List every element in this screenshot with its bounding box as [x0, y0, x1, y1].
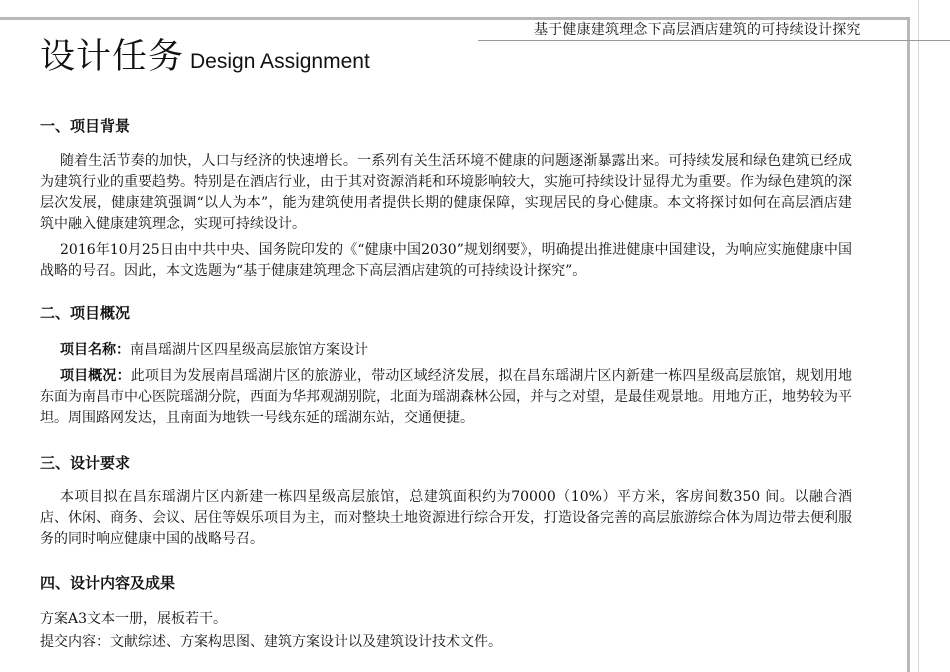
- page-frame-edge: [918, 0, 919, 672]
- project-overview-value: 此项目为发展南昌瑶湖片区的旅游业，带动区域经济发展，拟在昌东瑶湖片区内新建一栋四星级高层旅馆，规划用地东面为南昌市中心医院瑶湖分院，西面为华邦观湖别院，北面为瑶湖森林公园，并与之对望，是最佳观景地。用地方正，地势较为平坦。周围路网发达，且南面为地铁一号线东延的瑶湖东站，交通便捷。: [40, 368, 853, 426]
- project-overview-paragraph: [40, 366, 852, 429]
- deliverables-line-2: 提交内容：文献综述、方案构思图、建筑方案设计以及建筑设计技术文件。: [40, 634, 502, 650]
- deliverables-line-1: 方案A3文本一册，展板若干。: [40, 611, 228, 627]
- background-paragraph-2: 2016年10月25日由中共中央、国务院印发的《“健康中国2030”规划纲要》，明确提出推进健康中国建设，为响应实施健康中国战略的号召。因此，本文选题为“基于健康建筑理念下高层酒店建筑的可持续设计探究”。: [40, 242, 852, 279]
- project-name-label: 项目名称：: [60, 342, 130, 358]
- project-name-value: 南昌瑶湖片区四星级高层旅馆方案设计: [130, 342, 368, 358]
- section-heading-requirements: 三、设计要求: [40, 454, 131, 472]
- section-heading-overview: 二、项目概况: [40, 304, 131, 322]
- page-title-en: Design Assignment: [190, 50, 370, 73]
- section-heading-deliverables: 四、设计内容及成果: [40, 574, 176, 592]
- header-rule: [478, 40, 950, 41]
- requirements-paragraph: 本项目拟在昌东瑶湖片区内新建一栋四星级高层旅馆，总建筑面积约为70000（10%）平方米，客房间数350 间。以融合酒店、休闲、商务、会议、居住等娱乐项目为主，而对整块土地资源进行综合开发，打造设备完善的高层旅游综合体为周边带去便利服务的同时响应健康中国的战略号召。: [40, 489, 852, 547]
- section-heading-background: 一、项目背景: [40, 117, 131, 135]
- running-header-title: 基于健康建筑理念下高层酒店建筑的可持续设计探究: [534, 22, 861, 38]
- background-paragraph-1: 随着生活节奏的加快，人口与经济的快速增长。一系列有关生活环境不健康的问题逐渐暴露出来。可持续发展和绿色建筑已经成为建筑行业的重要趋势。特别是在酒店行业，由于其对资源消耗和环境影响较大，实施可持续设计显得尤为重要。作为绿色建筑的深层次发展，健康建筑强调“以人为本”，能为建筑使用者提供长期的健康保障，实现居民的身心健康。本文将探讨如何在高层酒店建筑中融入健康建筑理念，实现可持续设计。: [40, 153, 852, 232]
- page-title-cn: 设计任务: [40, 37, 185, 77]
- page-frame-right: [907, 17, 910, 672]
- page-title: [40, 34, 370, 80]
- project-name-line: [40, 340, 852, 361]
- project-overview-label: 项目概况：: [60, 368, 131, 384]
